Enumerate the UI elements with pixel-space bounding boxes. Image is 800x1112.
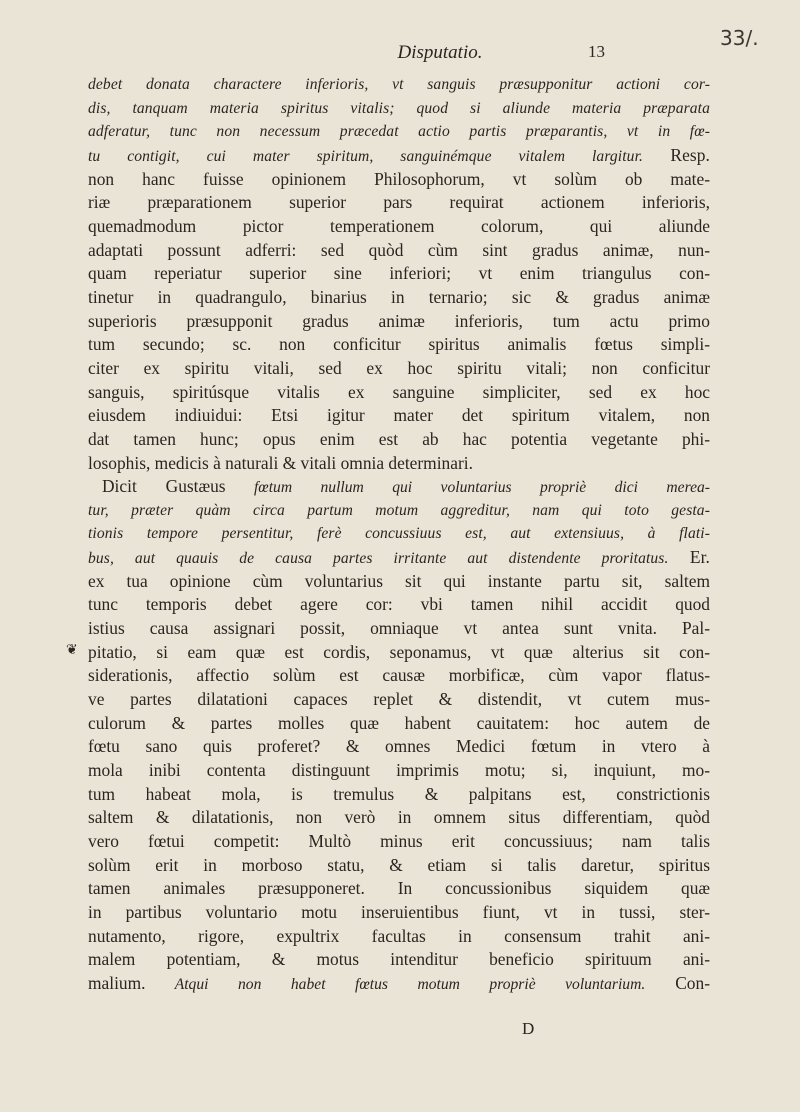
line-text: quam reperiatur superior sine inferiori; vt enim triangulus con- [88,263,710,284]
text-line [88,97,710,121]
line-text: saltem & dilatationis, non verò in omnem situs differentiam, quòd [88,807,710,828]
text-line [88,404,710,428]
text-line [88,735,710,759]
text-line [88,286,710,310]
text-line [88,73,710,97]
margin-mark: ❦ [66,643,78,658]
line-text: mola inibi contenta distinguunt imprimis motu; si, inquiunt, mo- [88,760,710,781]
text-line [88,239,710,263]
line-text: non hanc fuisse opinionem Philosophorum, vt solùm ob mate- [88,168,710,189]
line-text: tu contigit, cui mater spiritum, sanguinémque vitalem largitur. [88,147,644,165]
line-text: istius causa assignari possit, omniaque vt antea sunt vnita. Pal- [88,618,710,639]
line-text: dis, tanquam materia spiritus vitalis; quod si aliunde materia præparata [88,99,710,117]
text-line [88,428,710,452]
text-line [88,972,710,996]
text-line [88,901,710,925]
line-text: ex tua opinione cùm voluntarius sit qui instante partu sit, saltem [88,570,710,591]
text-line [88,854,710,878]
text-line [88,759,710,783]
line-text: tunc temporis debet agere cor: vbi tamen nihil accidit quod [88,594,710,615]
line-text: solùm erit in morboso statu, & etiam si talis daretur, spiritus [88,854,710,875]
line-text: tamen animales præsupponeret. In concussionibus siquidem quæ [88,878,710,899]
line-text: vero fœtui competit: Multò minus erit concussiuus; nam talis [88,831,710,851]
page-number: 13 [588,42,605,61]
text-line [88,452,710,476]
text-line [88,948,710,972]
text-line [88,191,710,215]
text-line [88,357,710,381]
line-text: tinetur in quadrangulo, binarius in ternario; sic & gradus animæ [88,286,710,307]
text-line [88,262,710,286]
line-italic-segment: Atqui non habet fœtus motum propriè voluntarium. [145,975,646,993]
catchword: D [522,1019,535,1038]
text-line [88,877,710,901]
text-line [88,617,710,641]
text-line [88,381,710,405]
text-line [88,333,710,357]
text-line [88,120,710,144]
text-body [88,73,710,996]
line-roman-segment: Con- [645,972,710,993]
line-text: adaptati possunt adferri: sed quòd cùm sint gradus animæ, nun- [88,239,710,260]
line-roman-segment: Resp. [643,144,710,165]
text-line [88,806,710,830]
text-line [88,593,710,617]
line-text: tum secundo; sc. non conficitur spiritus animalis fœtus simpli- [88,334,710,355]
text-line [88,546,710,570]
line-text: siderationis, affectio solùm est causæ morbificæ, cùm vapor flatus- [88,665,710,686]
line-roman-segment: Er. [668,547,710,568]
line-text: tionis tempore persentitur, ferè concussiuus est, aut extensiuus, à flati- [88,525,710,543]
line-italic-segment: fœtum nullum qui voluntarius propriè dici merea- [225,479,710,497]
text-line [88,664,710,688]
text-line [88,783,710,807]
text-line [88,499,710,523]
line-text: superioris præsupponit gradus animæ inferioris, tum actu primo [88,310,710,331]
text-line [88,830,710,854]
text-line [88,215,710,239]
line-text: malium. [88,972,146,993]
text-line [88,925,710,949]
line-text: Dicit Gustæus [102,476,226,497]
line-text: nutamento, rigore, expultrix facultas in consensum trahit ani- [88,925,710,946]
folio-annotation: 33/. [720,26,759,50]
text-line [88,144,710,168]
text-line [88,570,710,594]
line-text: losophis, medicis à naturali & vitali omnia determinari. [88,452,473,473]
text-line [88,641,710,665]
line-text: culorum & partes molles quæ habent cauitatem: hoc autem de [88,712,710,733]
text-line [88,522,710,546]
line-text: debet donata charactere inferioris, vt sanguis præsupponitur actioni cor- [88,76,710,93]
text-line [88,712,710,736]
running-header [0,42,800,64]
line-text: quemadmodum pictor temperationem colorum, qui aliunde [88,215,710,236]
running-title: Disputatio. [397,42,483,63]
line-text: pitatio, si eam quæ est cordis, seponamus, vt quæ alterius sit con- [88,641,710,662]
line-text: riæ præparationem superior pars requirat actionem inferioris, [88,192,710,213]
text-line [88,688,710,712]
line-text: ve partes dilatationi capaces replet & distendit, vt cutem mus- [88,689,710,710]
line-text: sanguis, spiritúsque vitalis ex sanguine simpliciter, sed ex hoc [88,381,710,402]
line-text: tum habeat mola, is tremulus & palpitans est, constrictionis [88,783,710,804]
line-text: eiusdem indiuidui: Etsi igitur mater det spiritum vitalem, non [88,405,710,426]
line-text: tur, præter quàm circa partum motum aggreditur, nam qui toto gesta- [88,501,710,519]
text-line [88,475,710,499]
line-text: citer ex spiritu vitali, sed ex hoc spiritu vitali; non conficitur [88,357,710,378]
line-text: bus, aut quauis de causa partes irritante aut distendente proritatus. [88,550,669,568]
line-text: malem potentiam, & motus intenditur beneficio spirituum ani- [88,949,710,970]
line-text: in partibus voluntario motu inseruientibus fiunt, vt in tussi, ster- [88,901,710,922]
text-line [88,310,710,334]
line-text: dat tamen hunc; opus enim est ab hac potentia vegetante phi- [88,428,710,449]
line-text: adferatur, tunc non necessum præcedat actio partis præparantis, vt in fœ- [88,123,710,141]
line-text: fœtu sano quis proferet? & omnes Medici fœtum in vtero à [88,736,710,757]
text-line [88,168,710,192]
